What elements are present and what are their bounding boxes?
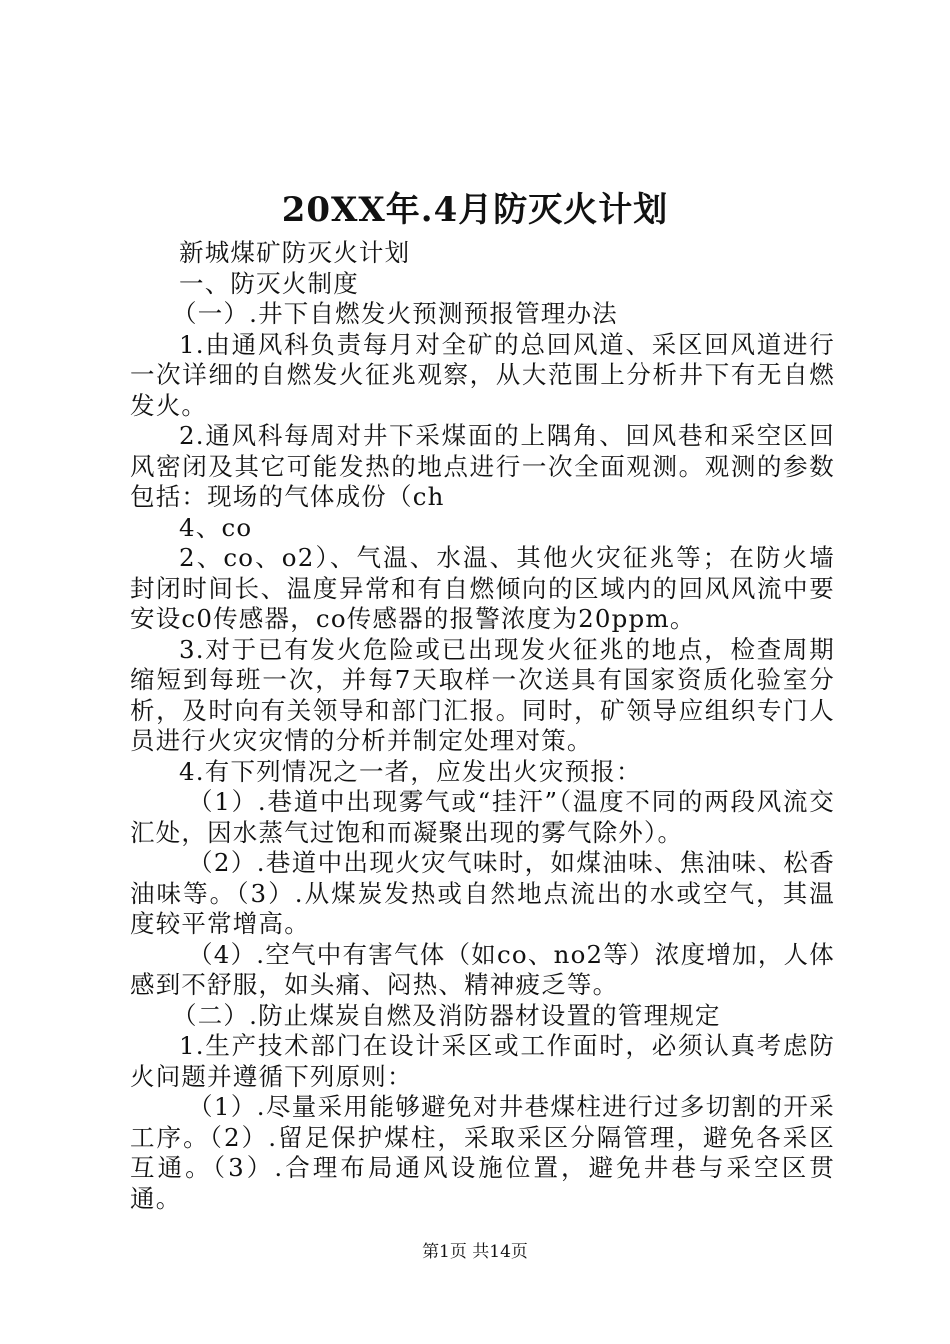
paragraph: （4）.空气中有害气体（如co、no2等）浓度增加，人体感到不舒服，如头痛、闷热、精神疲乏等。 xyxy=(130,939,835,999)
paragraph: 2、co、o2）、气温、水温、其他火灾征兆等；在防火墙封闭时间长、温度异常和有自燃倾向的区域内的回风风流中要安设c0传感器，co传感器的报警浓度为20ppm。 xyxy=(130,543,835,633)
paragraph: 2.通风科每周对井下采煤面的上隅角、回风巷和采空区回风密闭及其它可能发热的地点进行一次全面观测。观测的参数包括：现场的气体成份（ch xyxy=(130,421,835,511)
subsection-heading: （二）.防止煤炭自燃及消防器材设置的管理规定 xyxy=(172,1000,721,1030)
paragraph: 1.生产技术部门在设计采区或工作面时，必须认真考虑防火问题并遵循下列原则： xyxy=(130,1031,835,1091)
paragraph: 1.由通风科负责每月对全矿的总回风道、采区回风道进行一次详细的自燃发火征兆观察，从大范围上分析井下有无自燃发火。 xyxy=(130,329,835,420)
subsection-heading: （一）.井下自燃发火预测预报管理办法 xyxy=(172,299,618,328)
paragraph: 4.有下列情况之一者，应发出火灾预报： xyxy=(179,756,642,786)
paragraph: 4、co xyxy=(179,512,253,542)
paragraph: （1）.尽量采用能够避免对井巷煤柱进行过多切割的开采工序。（2）.留足保护煤柱，采取采区分隔管理，避免各采区互通。（3）.合理布局通风设施位置，避免井巷与采空区贯通。 xyxy=(130,1092,835,1213)
section-heading: 一、防灭火制度 xyxy=(179,268,359,298)
page-footer: 第1页 共14页 xyxy=(422,1242,528,1262)
paragraph: （1）.巷道中出现雾气或“挂汗”（温度不同的两段风流交汇处，因水蒸气过饱和而凝聚出现的雾气除外）。 xyxy=(130,787,835,847)
document-title: 20XX年.4月防灭火计划 xyxy=(281,190,669,230)
paragraph: 3.对于已有发火危险或已出现发火征兆的地点，检查周期缩短到每班一次，并每7天取样一次送具有国家资质化验室分析，及时向有关领导和部门汇报。同时，矿领导应组织专门人员进行火灾灾情的分析并制定处理对策。 xyxy=(130,634,835,755)
paragraph: 新城煤矿防灭火计划 xyxy=(179,238,411,267)
document-body xyxy=(130,238,835,1214)
paragraph: （2）.巷道中出现火灾气味时，如煤油味、焦油味、松香油味等。（3）.从煤炭发热或自然地点流出的水或空气，其温度较平常增高。 xyxy=(130,848,835,938)
